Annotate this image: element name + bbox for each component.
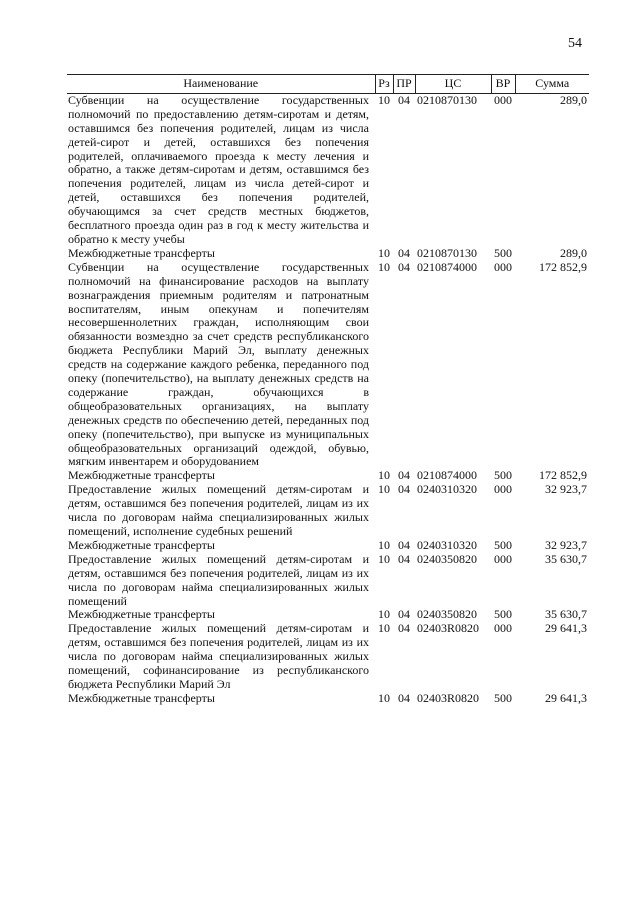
row-cs: 0210870130 xyxy=(417,92,477,107)
table-row xyxy=(67,93,589,246)
row-cs: 02403R0820 xyxy=(417,690,480,705)
budget-table xyxy=(67,74,589,706)
row-rz: 10 xyxy=(378,537,390,552)
row-cs: 0210874000 xyxy=(417,468,477,483)
row-vr: 000 xyxy=(494,92,512,107)
row-cs: 0210870130 xyxy=(417,245,477,260)
row-name: Предоставление жилых помещений детям-сиротам и детям, оставшимся без попечения родителей, лицам из их числа по договорам найма специализированных жилых помещений, исполнение судебных решений xyxy=(68,482,369,538)
row-sum: 172 852,9 xyxy=(539,259,587,274)
row-pr: 04 xyxy=(398,607,410,622)
row-cs: 0210874000 xyxy=(417,259,477,274)
row-rz: 10 xyxy=(378,259,390,274)
header-name: Наименование xyxy=(67,75,375,94)
row-name: Межбюджетные трансферты xyxy=(68,245,215,260)
row-sum: 32 923,7 xyxy=(545,537,587,552)
page-number: 54 xyxy=(568,36,582,51)
row-pr: 04 xyxy=(398,537,410,552)
table-row xyxy=(67,553,589,609)
row-pr: 04 xyxy=(398,482,410,497)
row-pr: 04 xyxy=(398,259,410,274)
row-cs: 0240350820 xyxy=(417,607,477,622)
row-name: Предоставление жилых помещений детям-сиротам и детям, оставшимся без попечения родителей, лицам из их числа по договорам найма специализированных жилых помещений, софинансирование из республиканского бюджета Республики Марий Эл xyxy=(68,621,369,691)
row-sum: 289,0 xyxy=(560,245,587,260)
table-row xyxy=(67,483,589,539)
row-name: Субвенции на осуществление государственных полномочий на финансирование расходов на выплату вознаграждения приемным родителям и патронатным воспитателям, иным опекунам и попечителям несовершеннолетних граждан, исполняющим свои обязанности возмездно за счет средств республиканского бюджета Республики Марий Эл, выплату денежных средств на содержание каждого ребенка, переданного под опеку (попечительство), на выплату денежных средств на содержание граждан, обучающихся в общеобразовательных организациях, на выплату денежных средств по обеспечению детей, переданных под опеку (попечительство), при выпуске из муниципальных общеобразовательных организаций одеждой, обувью, мягким инвентарем и оборудованием xyxy=(68,259,369,469)
table-row xyxy=(67,247,589,261)
row-rz: 10 xyxy=(378,607,390,622)
row-rz: 10 xyxy=(378,468,390,483)
table-row xyxy=(67,261,589,470)
row-cs: 02403R0820 xyxy=(417,621,480,636)
table-row xyxy=(67,469,589,483)
row-rz: 10 xyxy=(378,690,390,705)
row-sum: 29 641,3 xyxy=(545,690,587,705)
header-cs: ЦС xyxy=(415,75,491,94)
row-name: Межбюджетные трансферты xyxy=(68,690,215,705)
row-rz: 10 xyxy=(378,245,390,260)
row-vr: 500 xyxy=(494,607,512,622)
header-vr: ВР xyxy=(491,75,515,94)
row-pr: 04 xyxy=(398,551,410,566)
row-name: Межбюджетные трансферты xyxy=(68,468,215,483)
row-rz: 10 xyxy=(378,482,390,497)
row-vr: 500 xyxy=(494,690,512,705)
table-row xyxy=(67,539,589,553)
row-name: Предоставление жилых помещений детям-сиротам и детям, оставшимся без попечения родителей, лицам из их числа по договорам найма специализированных жилых помещений xyxy=(68,551,369,608)
row-vr: 500 xyxy=(494,468,512,483)
header-pr: ПР xyxy=(393,75,415,94)
row-rz: 10 xyxy=(378,92,390,107)
row-pr: 04 xyxy=(398,690,410,705)
row-vr: 500 xyxy=(494,537,512,552)
row-name: Межбюджетные трансферты xyxy=(68,537,215,552)
row-vr: 000 xyxy=(494,482,512,497)
row-sum: 172 852,9 xyxy=(539,468,587,483)
row-sum: 35 630,7 xyxy=(545,607,587,622)
row-pr: 04 xyxy=(398,621,410,636)
row-vr: 000 xyxy=(494,621,512,636)
row-sum: 29 641,3 xyxy=(545,621,587,636)
table-row xyxy=(67,608,589,622)
row-cs: 0240310320 xyxy=(417,537,477,552)
header-rz: Рз xyxy=(375,75,393,94)
row-pr: 04 xyxy=(398,468,410,483)
row-pr: 04 xyxy=(398,92,410,107)
row-rz: 10 xyxy=(378,621,390,636)
row-cs: 0240310320 xyxy=(417,482,477,497)
table-header-row xyxy=(67,75,589,94)
row-name: Межбюджетные трансферты xyxy=(68,607,215,622)
row-sum: 32 923,7 xyxy=(545,482,587,497)
table-row xyxy=(67,622,589,692)
row-vr: 000 xyxy=(494,551,512,566)
table-row xyxy=(67,692,589,706)
row-name: Субвенции на осуществление государственных полномочий по предоставлению детям-сиротам и детям, оставшимся без попечения родителей, лицам из числа детей-сирот и детей, оставшихся без попечения родителей, оплачиваемого проезда к месту лечения и обратно, а также детям-сиротам и детям, оставшимся без попечения родителей, лицам из числа детей-сирот и детей, оставшихся без попечения родителей, обучающимся за счет средств местных бюджетов, бесплатного проезда один раз в год к месту жительства и обратно к месту учебы xyxy=(68,92,369,246)
row-sum: 35 630,7 xyxy=(545,551,587,566)
row-sum: 289,0 xyxy=(560,92,587,107)
row-vr: 500 xyxy=(494,245,512,260)
header-sum: Сумма xyxy=(515,75,589,94)
row-pr: 04 xyxy=(398,245,410,260)
row-rz: 10 xyxy=(378,551,390,566)
row-cs: 0240350820 xyxy=(417,551,477,566)
row-vr: 000 xyxy=(494,259,512,274)
